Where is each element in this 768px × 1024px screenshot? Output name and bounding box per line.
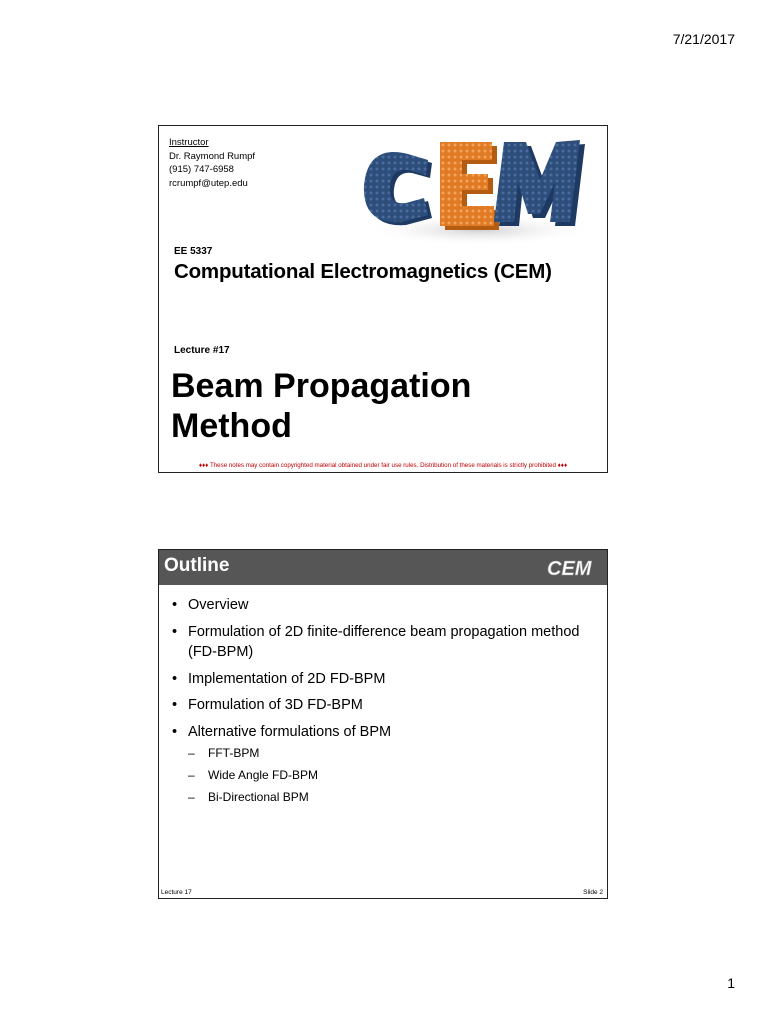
slide-footer-lecture: Lecture 17 (161, 889, 192, 896)
outline-list (169, 595, 599, 811)
outline-item (169, 695, 599, 716)
course-code: EE 5337 (174, 246, 213, 257)
outline-item-text: Alternative formulations of BPM (188, 723, 392, 740)
instructor-phone: (915) 747-6958 (169, 164, 234, 175)
slide-title: Outline (164, 555, 230, 576)
outline-item-text: Overview (188, 597, 249, 613)
title-slide (158, 125, 608, 473)
outline-subitem-text: Bi-Directional BPM (208, 790, 309, 804)
outline-item-text: Formulation of 2D finite-difference beam propagation method (FD-BPM) (188, 623, 580, 660)
instructor-email: rcrumpf@utep.edu (169, 177, 248, 189)
bullet-icon: • (172, 697, 178, 713)
instructor-label: Instructor (169, 137, 209, 148)
lecture-title (171, 366, 571, 446)
cem-logo (344, 130, 604, 250)
outline-item-text: Formulation of 3D FD-BPM (188, 697, 363, 713)
course-title: Computational Electromagnetics (CEM) (174, 260, 552, 283)
cem-mini-logo (545, 555, 603, 579)
slide-header (159, 550, 607, 585)
instructor-name: Dr. Raymond Rumpf (169, 150, 256, 162)
bullet-icon: • (172, 723, 178, 740)
outline-item-text: Implementation of 2D FD-BPM (188, 670, 386, 687)
dash-icon: – (188, 768, 195, 782)
dash-icon: – (188, 790, 195, 804)
outline-item (169, 669, 599, 690)
outline-item (169, 595, 599, 616)
bullet-icon: • (172, 670, 178, 687)
outline-item (169, 622, 599, 663)
lecture-title-line2: Method (171, 407, 292, 445)
copyright-notice: ♦♦♦ These notes may contain copyrighted material obtained under fair use rules. Distribution of these materials is strictly prohibited ♦♦♦ (198, 462, 568, 469)
outline-sublist (188, 745, 599, 805)
outline-subitem (188, 767, 599, 783)
outline-item (169, 722, 599, 806)
lecture-title-line1: Beam Propagation (171, 367, 472, 405)
outline-slide (158, 549, 608, 899)
lecture-number: Lecture #17 (174, 345, 230, 356)
outline-subitem-text: Wide Angle FD-BPM (208, 768, 319, 782)
instructor-info (169, 136, 255, 190)
outline-subitem (188, 789, 599, 805)
page-number: 1 (727, 975, 735, 991)
page-date: 7/21/2017 (672, 31, 735, 47)
svg-text:CEM: CEM (547, 558, 592, 579)
slide-footer-number: Slide 2 (583, 889, 603, 896)
outline-subitem-text: FFT-BPM (208, 746, 260, 760)
bullet-icon: • (172, 623, 178, 640)
bullet-icon: • (172, 597, 178, 613)
dash-icon: – (188, 746, 195, 760)
outline-subitem (188, 745, 599, 761)
